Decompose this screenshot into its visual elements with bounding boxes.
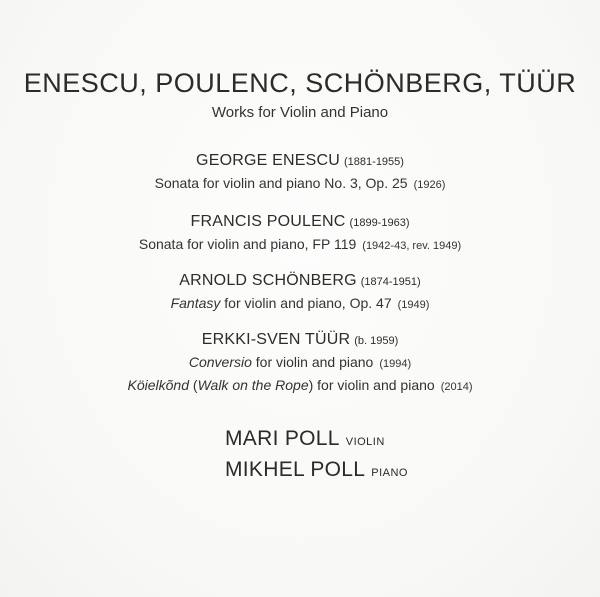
composer-name: ERKKI-SVEN TÜÜR xyxy=(201,331,351,348)
work-title-punct: ( xyxy=(189,377,198,393)
work-line xyxy=(0,234,600,257)
composer-block-poulenc xyxy=(0,211,600,257)
work-title: ) for violin and piano xyxy=(308,377,435,393)
work-year: (1926) xyxy=(413,179,446,191)
composer-name: FRANCIS POULENC xyxy=(190,213,346,230)
performers xyxy=(225,425,408,487)
work-title-italic: Conversio xyxy=(188,354,252,370)
work-title: for violin and piano xyxy=(251,354,374,370)
work-title: Sonata for violin and piano, FP 119 xyxy=(138,236,357,252)
composer-line xyxy=(0,329,600,352)
composer-dates: (b. 1959) xyxy=(354,335,399,347)
composer-name: ARNOLD SCHÖNBERG xyxy=(179,272,357,289)
performer-line xyxy=(225,456,408,487)
work-title-italic: Walk on the Rope xyxy=(197,377,309,393)
work-title-italic: Köielkõnd xyxy=(127,377,190,393)
performer-line xyxy=(225,425,408,456)
work-line xyxy=(0,293,600,316)
album-title: ENESCU, POULENC, SCHÖNBERG, TÜÜR xyxy=(23,68,577,98)
composer-line xyxy=(0,270,600,293)
composer-dates: (1899-1963) xyxy=(349,217,410,229)
album-subtitle: Works for Violin and Piano xyxy=(211,104,389,121)
composer-dates: (1881-1955) xyxy=(344,156,404,168)
work-line xyxy=(0,173,600,196)
composer-line xyxy=(0,211,600,234)
work-year: (2014) xyxy=(440,381,473,393)
work-title-italic: Fantasy xyxy=(170,295,221,311)
performer-instrument: PIANO xyxy=(371,467,408,479)
composer-name: GEORGE ENESCU xyxy=(196,152,341,169)
composer-line xyxy=(0,150,600,173)
composer-block-enescu xyxy=(0,150,600,196)
performer-instrument: VIOLIN xyxy=(345,436,385,448)
composer-block-schonberg xyxy=(0,270,600,316)
performer-name: MIKHEL POLL xyxy=(225,458,366,481)
work-year: (1949) xyxy=(397,299,430,311)
performer-name: MARI POLL xyxy=(225,427,340,450)
work-line xyxy=(0,352,600,375)
work-year: (1994) xyxy=(379,358,412,370)
work-line xyxy=(0,375,600,398)
work-title: Sonata for violin and piano No. 3, Op. 25 xyxy=(154,175,408,191)
composer-block-tuur xyxy=(0,329,600,398)
work-year: (1942-43, rev. 1949) xyxy=(362,240,462,252)
composer-dates: (1874-1951) xyxy=(360,276,421,288)
work-title: for violin and piano, Op. 47 xyxy=(220,295,392,311)
